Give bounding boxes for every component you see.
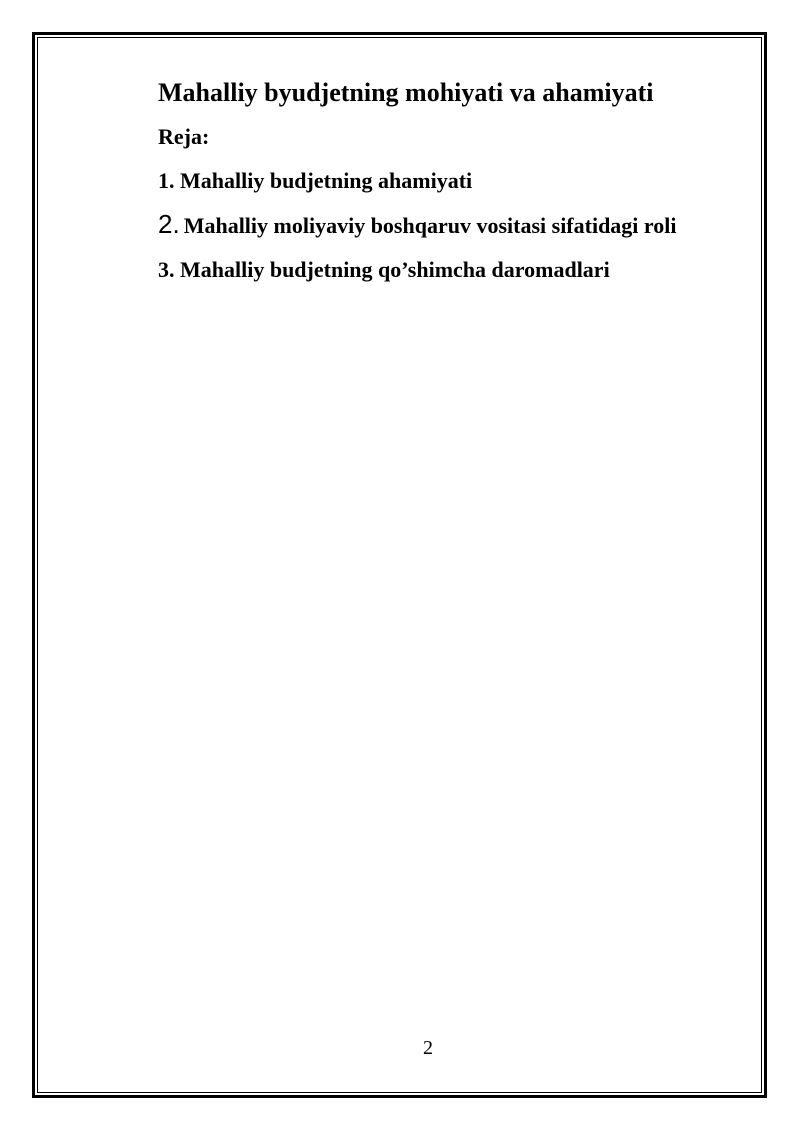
plan-item-number: 2. [158,209,180,239]
plan-item-2 [158,209,677,241]
document-title: Mahalliy byudjetning mohiyati va ahamiyati [158,78,654,107]
plan-item-3 [158,255,610,285]
plan-item-text: Mahalliy moliyaviy boshqaruv vositasi sifatidagi roli [183,213,677,238]
plan-item-1 [158,166,472,196]
page-number: 2 [423,1037,433,1059]
plan-heading: Reja: [158,124,210,149]
plan-item-number: 1. [158,168,175,193]
plan-item-number: 3. [158,257,175,282]
plan-item-text: Mahalliy budjetning qo’shimcha daromadlari [180,257,610,282]
plan-item-text: Mahalliy budjetning ahamiyati [180,168,473,193]
